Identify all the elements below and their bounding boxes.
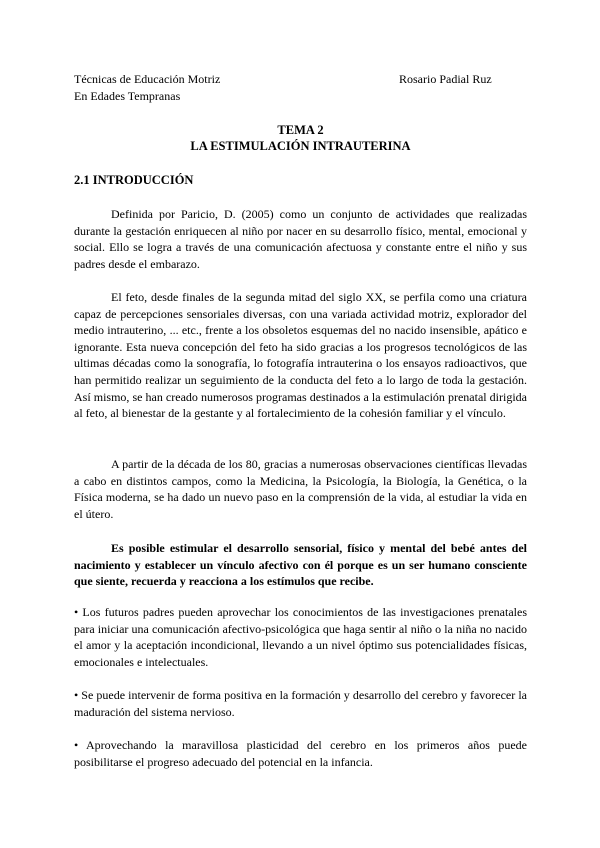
- paragraph-definition: Definida por Paricio, D. (2005) como un conjunto de actividades que realizadas durante la gestación enriquecen al niño por nacer en su desarrollo físico, mental, emocional y social. Ello se logra a través de una comunicación afectuosa y constante entre el niño y sus padres desde el embarazo.: [74, 207, 527, 271]
- header-author: Rosario Padial Ruz: [399, 72, 492, 86]
- paragraph-fetus-concept: El feto, desde finales de la segunda mitad del siglo XX, se perfila como una criatura capaz de percepciones sensoriales diversas, con una variada actividad motriz, explorador del medio intrauterino, ... etc., frente a los obsoletos esquemas del no nacido insensible, apático e ignorante. Esta nueva concepción del feto ha sido gracias a los progresos tecnológicos de las ultimas décadas como la sonografía, lo fotografía intrauterina o los ensayos radioactivos, que han permitido realizar un seguimiento de la conducta del feto a lo largo de toda la gestación. Así mismo, se han creado numerosos programas destinados a la estimulación prenatal dirigida al feto, al bienestar de la gestante y al fortalecimiento de la cohesión familiar y el vínculo.: [74, 290, 527, 421]
- topic-number: TEMA 2: [277, 123, 324, 137]
- header-course-line-1: Técnicas de Educación Motriz: [74, 72, 221, 86]
- header-course-line-2: En Edades Tempranas: [74, 89, 181, 103]
- bullet-item-parents: • Los futuros padres pueden aprovechar los conocimientos de las investigaciones prenatales para iniciar una comunicación afectivo-psicológica que haga sentir al niño o la niña no nacido el amor y la aceptación incondicional, llevando a un nivel óptimo sus potencialidades físicas, emocionales e intelectuales.: [74, 605, 527, 669]
- topic-title: LA ESTIMULACIÓN INTRAUTERINA: [190, 139, 411, 153]
- bullet-item-plasticity: • Aprovechando la maravillosa plasticidad del cerebro en los primeros años puede posibilitarse el progreso adecuado del potencial en la infancia.: [74, 738, 527, 769]
- section-heading: 2.1 INTRODUCCIÓN: [74, 173, 194, 187]
- bullet-item-brain-development: • Se puede intervenir de forma positiva en la formación y desarrollo del cerebro y favorecer la maduración del sistema nervioso.: [74, 688, 527, 719]
- highlight-paragraph: Es posible estimular el desarrollo sensorial, físico y mental del bebé antes del nacimiento y establecer un vínculo afectivo con él porque es un ser humano consciente que siente, recuerda y reacciona a los estímulos que recibe.: [74, 541, 527, 589]
- paragraph-scientific-advances: A partir de la década de los 80, gracias a numerosas observaciones científicas llevadas a cabo en distintos campos, como la Medicina, la Psicología, la Biología, la Genética, o la Física moderna, se ha dado un nuevo paso en la comprensión de la vida, al estudiar la vida en el útero.: [74, 457, 527, 521]
